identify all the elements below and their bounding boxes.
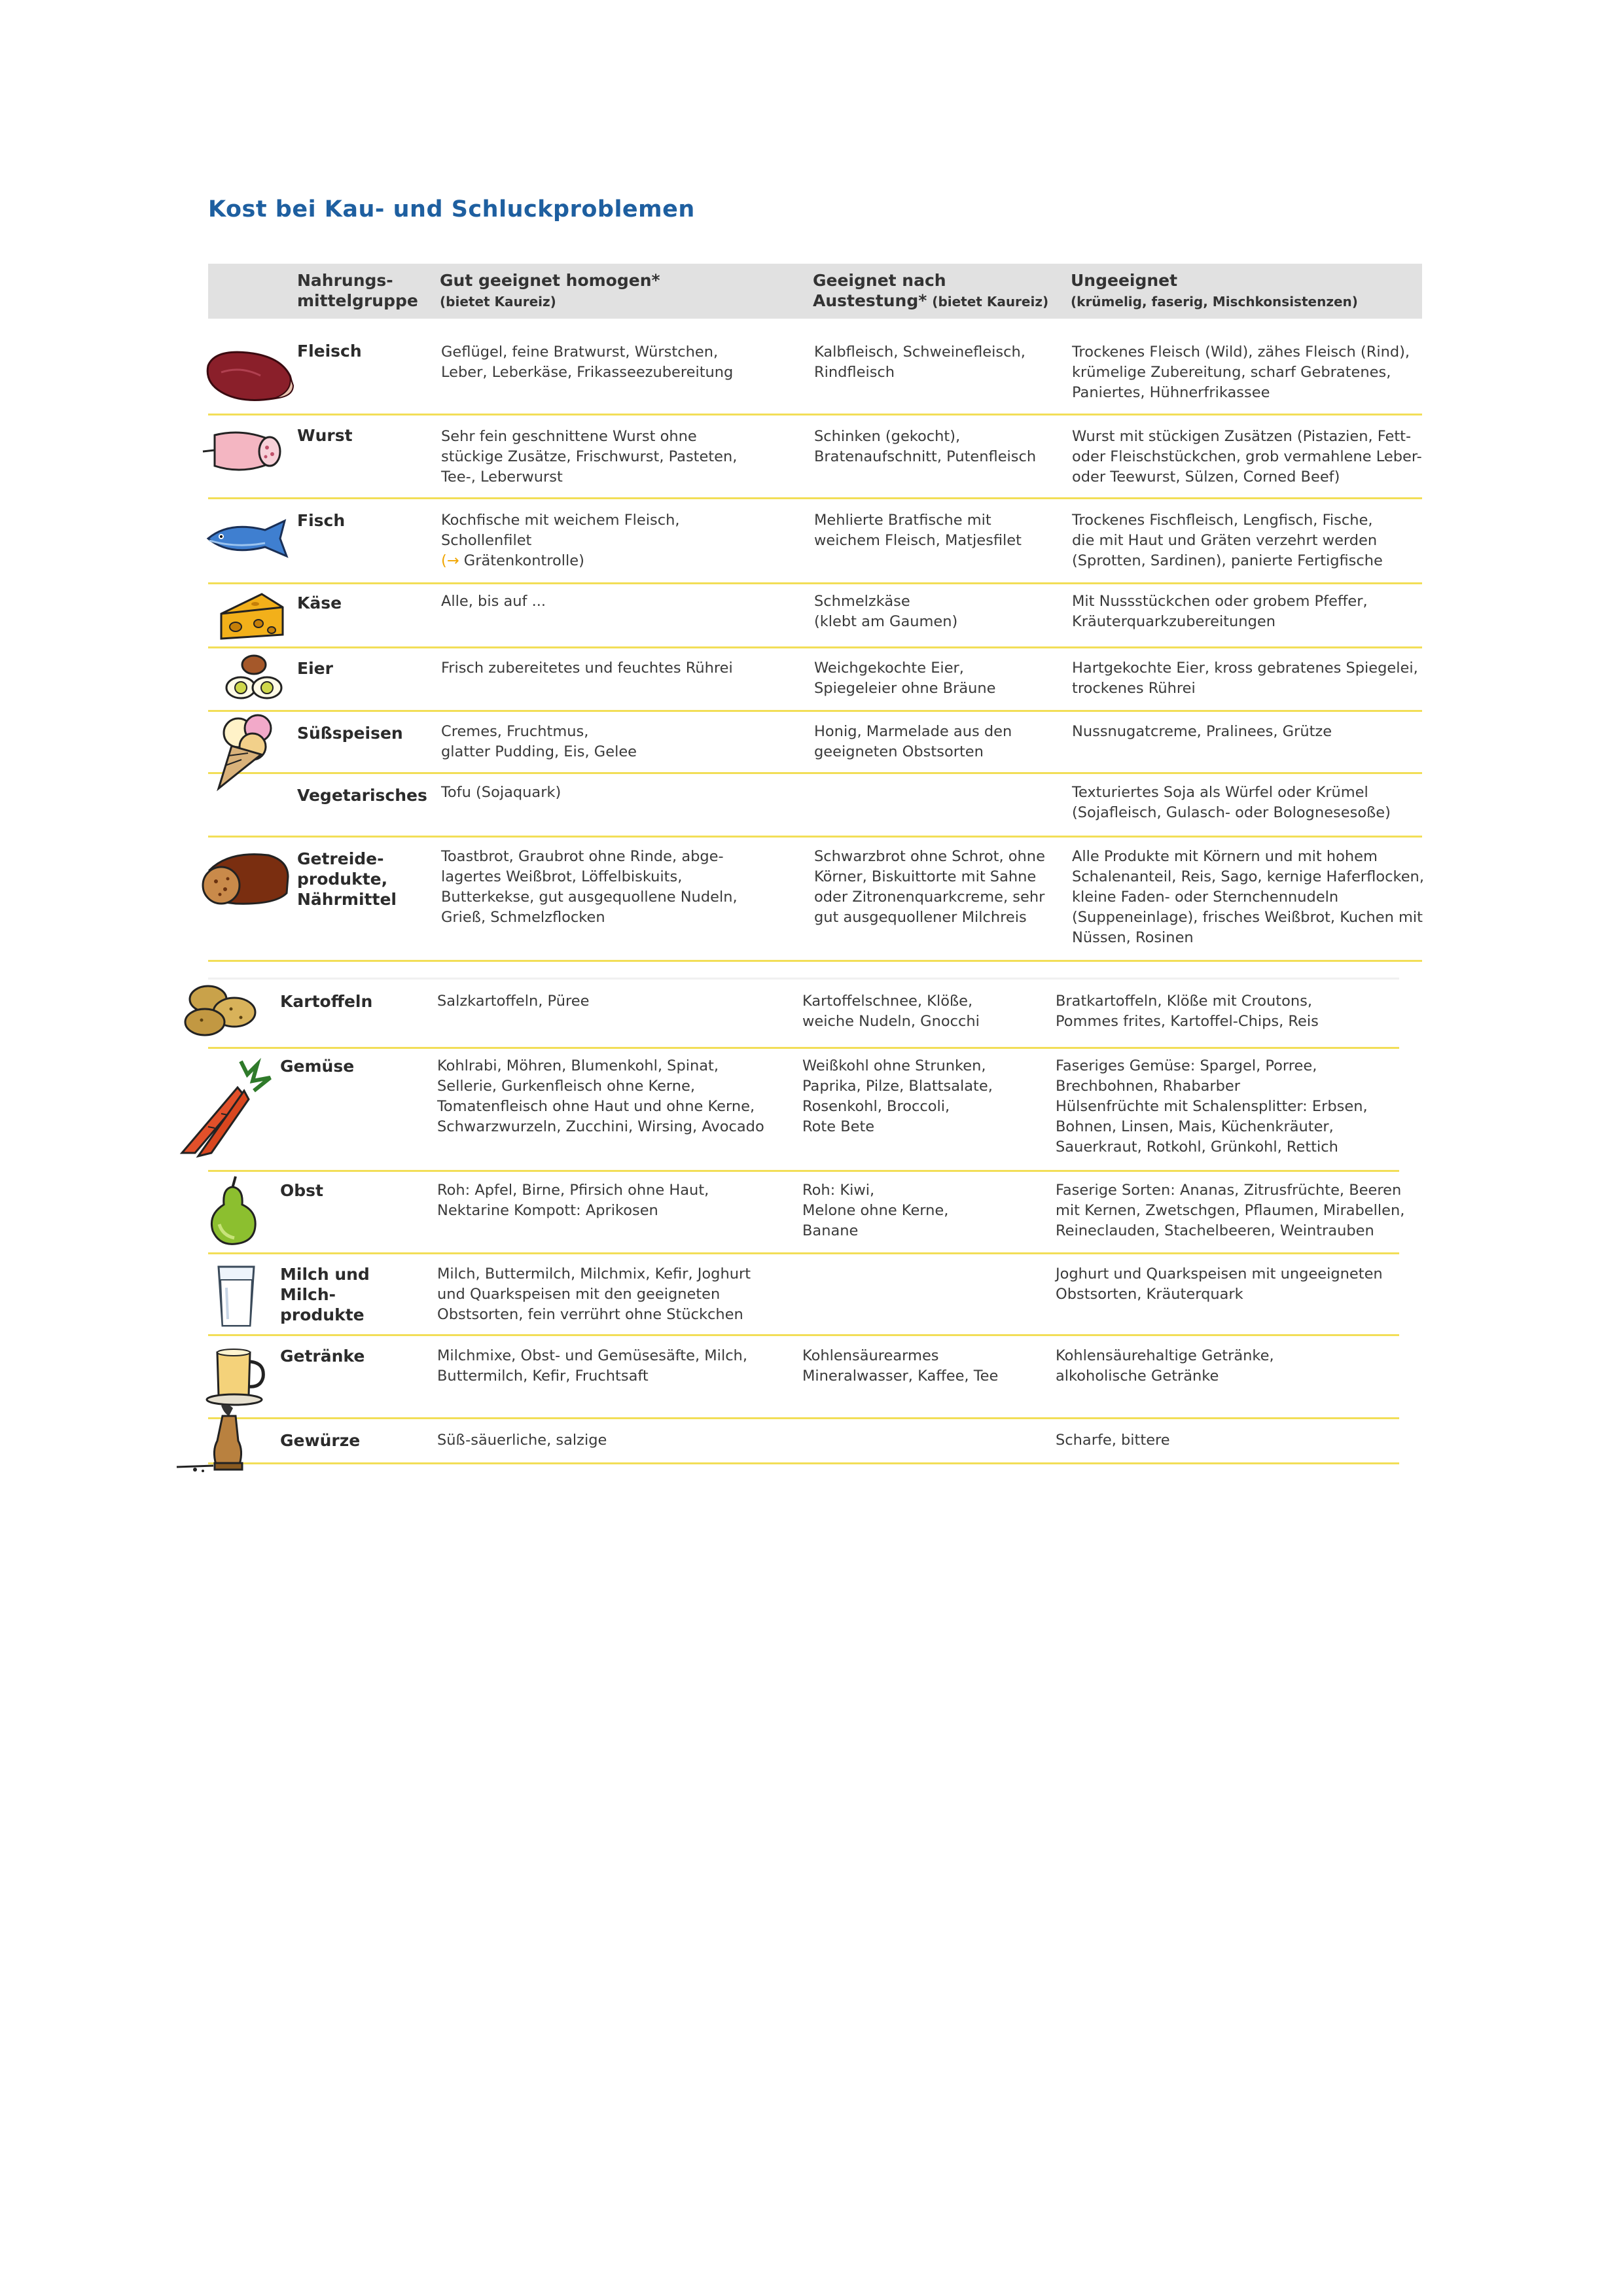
cell-line: Schwarzbrot ohne Schrot, ohne (814, 848, 1045, 865)
cell-line: gut ausgequollener Milchreis (814, 909, 1027, 926)
cell-line: geeigneten Obstsorten (814, 743, 984, 760)
cell-line: stückige Zusätze, Frischwurst, Pasteten, (441, 448, 738, 465)
row-group-line: Fisch (297, 511, 346, 530)
cell-line: Sehr fein geschnittene Wurst ohne (441, 428, 697, 445)
cell-line: Weichgekochte Eier, (814, 660, 964, 677)
milk-glass-icon (213, 1262, 259, 1330)
cell-line: Mineralwasser, Kaffee, Tee (802, 1368, 999, 1385)
cell-line: Obstsorten, fein verrührt ohne Stückchen (437, 1306, 743, 1323)
cell-good (441, 342, 733, 383)
fish-icon (203, 516, 301, 561)
cell-bad (1072, 783, 1391, 823)
row-group-line: produkte, (297, 870, 388, 889)
table-header (208, 264, 1422, 319)
cell-line: trockenes Rührei (1072, 680, 1196, 697)
cell-line: Hartgekochte Eier, kross gebratenes Spiegelei, (1072, 660, 1418, 677)
cell-line: oder Zitronenquarkcreme, sehr (814, 889, 1045, 906)
cell-line: weichem Fleisch, Matjesfilet (814, 532, 1022, 549)
cell-line: kleine Faden- oder Sternchennudeln (1072, 889, 1339, 906)
sausage-icon (202, 425, 287, 478)
cell-bad (1056, 991, 1319, 1032)
cell-line: Rote Bete (802, 1118, 875, 1135)
potato-icon (179, 980, 270, 1042)
cell-good (441, 658, 733, 679)
header-tested-line2: Austestung* (813, 291, 927, 310)
table-row-fisch (208, 497, 1422, 584)
cell-tested (814, 847, 1045, 928)
row-group-line: Eier (297, 659, 333, 678)
cell-line: Bratkartoffeln, Klöße mit Croutons, (1056, 993, 1313, 1010)
cell-line: Reineclauden, Stachelbeeren, Weintrauben (1056, 1222, 1374, 1239)
row-group (297, 785, 427, 805)
cell-bad (1072, 722, 1332, 742)
cell-line: (Sprotten, Sardinen), panierte Fertigfische (1072, 552, 1383, 569)
table-row-wurst (208, 414, 1422, 499)
cell-line: Schalenanteil, Reis, Sago, kernige Haferflocken, (1072, 868, 1424, 885)
cell-good (441, 592, 546, 612)
cell-line: Grätenkontrolle) (463, 552, 584, 569)
carrot-icon (175, 1055, 274, 1159)
row-group-line: Kartoffeln (280, 992, 373, 1011)
cell-line: Alle, bis auf ... (441, 593, 546, 610)
arrow-icon: (→ (441, 552, 459, 569)
cell-tested (814, 510, 1022, 551)
cell-line: Paniertes, Hühnerfrikassee (1072, 384, 1270, 401)
cell-good (441, 722, 637, 762)
cell-bad (1072, 658, 1418, 699)
cell-tested (802, 991, 980, 1032)
row-group (280, 1346, 365, 1366)
header-good-line1: Gut geeignet homogen* (440, 271, 660, 290)
cell-good (437, 1180, 709, 1221)
row-group-line: Milch- (280, 1285, 336, 1304)
cell-line: mit Kernen, Zwetschgen, Pflaumen, Mirabellen, (1056, 1202, 1405, 1219)
row-group (280, 1430, 360, 1451)
cell-line: Weißkohl ohne Strunken, (802, 1057, 986, 1074)
cell-good (441, 847, 738, 928)
header-bad-line2: (krümelig, faserig, Mischkonsistenzen) (1071, 294, 1358, 309)
cell-line: Salzkartoffeln, Püree (437, 993, 590, 1010)
row-group-line: Süßspeisen (297, 724, 403, 743)
cell-line: Frisch zubereitetes und feuchtes Rührei (441, 660, 733, 677)
cell-line: Rosenkohl, Broccoli, (802, 1098, 950, 1115)
cell-line: krümelige Zubereitung, scharf Gebratenes, (1072, 364, 1391, 381)
cell-good (437, 1264, 751, 1325)
cell-line: Nüssen, Rosinen (1072, 929, 1194, 946)
cell-line: Schwarzwurzeln, Zucchini, Wirsing, Avocado (437, 1118, 764, 1135)
row-group (280, 1180, 323, 1201)
cell-line: Rindfleisch (814, 364, 895, 381)
cell-line: Banane (802, 1222, 859, 1239)
cell-line: Kohlensäurearmes (802, 1347, 939, 1364)
header-tested (813, 270, 1048, 312)
row-group (297, 341, 362, 361)
row-group (297, 425, 353, 446)
cell-bad (1072, 427, 1422, 487)
table-row-eier (208, 646, 1422, 712)
mug-icon (203, 1343, 268, 1409)
cell-line: Sellerie, Gurkenfleisch ohne Kerne, (437, 1078, 696, 1095)
cell-bad (1056, 1430, 1170, 1451)
cell-line: Milch, Buttermilch, Milchmix, Kefir, Joghurt (437, 1265, 751, 1282)
cell-line: lagertes Weißbrot, Löffelbiskuits, (441, 868, 683, 885)
bread-icon (196, 847, 294, 910)
cell-line: Kohlensäurehaltige Getränke, (1056, 1347, 1274, 1364)
header-tested-line2-note: (bietet Kaureiz) (932, 294, 1049, 309)
row-group-line: Gewürze (280, 1431, 361, 1450)
row-group-line: Fleisch (297, 342, 362, 361)
row-group-line: produkte (280, 1305, 365, 1324)
cell-line: Sauerkraut, Rotkohl, Grünkohl, Rettich (1056, 1139, 1338, 1156)
row-group (297, 658, 333, 679)
cell-line: Honig, Marmelade aus den (814, 723, 1012, 740)
header-group-line2: mittelgruppe (297, 291, 418, 310)
cell-line: Buttermilch, Kefir, Fruchtsaft (437, 1368, 649, 1385)
table-row-kaese (208, 582, 1422, 648)
cell-bad (1056, 1264, 1383, 1305)
cell-line: Kräuterquarkzubereitungen (1072, 613, 1275, 630)
cell-line: Joghurt und Quarkspeisen mit ungeeigneten (1056, 1265, 1383, 1282)
cell-tested (814, 342, 1026, 383)
cell-line: Trockenes Fischfleisch, Lengfisch, Fische, (1072, 512, 1373, 529)
pepper-mill-icon (175, 1402, 260, 1474)
table-row-gewuerze (208, 1417, 1399, 1464)
cell-line: Tee-, Leberwurst (441, 468, 563, 486)
cell-line: Körner, Biskuittorte mit Sahne (814, 868, 1037, 885)
header-group (297, 270, 418, 311)
cell-line: Hülsenfrüchte mit Schalensplitter: Erbsen, (1056, 1098, 1368, 1115)
cell-good (437, 991, 589, 1012)
cell-good (437, 1056, 764, 1137)
table-row-getraenke (208, 1334, 1399, 1419)
meat-icon (202, 346, 300, 405)
row-group (297, 510, 345, 531)
cell-line: Spiegeleier ohne Bräune (814, 680, 996, 697)
cell-line: Butterkekse, gut ausgequollene Nudeln, (441, 889, 738, 906)
cell-line: Grieß, Schmelzflocken (441, 909, 605, 926)
cell-good (437, 1346, 747, 1386)
cell-bad (1072, 510, 1383, 571)
cell-line: Kartoffelschnee, Klöße, (802, 993, 973, 1010)
cell-tested (802, 1056, 993, 1137)
cell-bad (1056, 1346, 1274, 1386)
table-row-vegetarisches (208, 772, 1422, 838)
cell-tested (802, 1346, 998, 1386)
table-row-kartoffeln (208, 980, 1399, 1049)
cell-line: Obstsorten, Kräuterquark (1056, 1286, 1243, 1303)
header-bad (1071, 270, 1358, 312)
header-bad-line1: Ungeeignet (1071, 271, 1178, 290)
cell-bad (1056, 1056, 1368, 1157)
cell-line: Geflügel, feine Bratwurst, Würstchen, (441, 344, 719, 361)
header-good (440, 270, 660, 312)
cell-line: Kohlrabi, Möhren, Blumenkohl, Spinat, (437, 1057, 719, 1074)
cell-line: Wurst mit stückigen Zusätzen (Pistazien, Fett- (1072, 428, 1412, 445)
cell-tested (814, 722, 1012, 762)
row-group (280, 1056, 354, 1076)
row-group (280, 991, 372, 1012)
row-group-line: Vegetarisches (297, 786, 427, 805)
cell-line: Bohnen, Linsen, Mais, Küchenkräuter, (1056, 1118, 1334, 1135)
cell-line: Texturiertes Soja als Würfel oder Krümel (1072, 784, 1368, 801)
cell-good (441, 783, 561, 803)
cell-line: Paprika, Pilze, Blattsalate, (802, 1078, 993, 1095)
cell-line: oder Teewurst, Sülzen, Corned Beef) (1072, 468, 1340, 486)
cell-line: alkoholische Getränke (1056, 1368, 1219, 1385)
cell-line: Roh: Kiwi, (802, 1182, 875, 1199)
cell-line: Tofu (Sojaquark) (441, 784, 562, 801)
cell-line: Schinken (gekocht), (814, 428, 961, 445)
row-group (297, 849, 397, 910)
cell-line: weiche Nudeln, Gnocchi (802, 1013, 980, 1030)
cell-line: Kalbfleisch, Schweinefleisch, (814, 344, 1026, 361)
cell-line: oder Fleischstückchen, grob vermahlene Leber- (1072, 448, 1422, 465)
row-group-line: Käse (297, 593, 342, 612)
cell-line: und Quarkspeisen mit den geeigneten (437, 1286, 721, 1303)
cell-line: Leber, Leberkäse, Frikasseezubereitung (441, 364, 734, 381)
table-row-gemuese (208, 1047, 1399, 1172)
cell-line: Schmelzkäse (814, 593, 910, 610)
table-row-fleisch (208, 319, 1422, 415)
cell-line: Melone ohne Kerne, (802, 1202, 949, 1219)
row-group (297, 593, 342, 613)
row-group-line: Getreide- (297, 849, 384, 868)
row-group-line: Getränke (280, 1347, 365, 1366)
cell-line: Brechbohnen, Rhabarber (1056, 1078, 1241, 1095)
table-row-suessspeisen (208, 710, 1422, 774)
row-group-line: Obst (280, 1181, 323, 1200)
row-group-line: Wurst (297, 426, 353, 445)
row-group-line: Milch und (280, 1265, 370, 1284)
cell-tested (814, 427, 1036, 467)
cell-line: (klebt am Gaumen) (814, 613, 958, 630)
cell-bad (1072, 592, 1368, 632)
cell-line: Mehlierte Bratfische mit (814, 512, 991, 529)
pear-icon (203, 1175, 262, 1247)
cell-bad (1072, 847, 1424, 948)
cell-line: Trockenes Fleisch (Wild), zähes Fleisch (Rind), (1072, 344, 1410, 361)
cell-bad (1072, 342, 1410, 403)
cell-tested (802, 1180, 948, 1241)
cell-line: Milchmixe, Obst- und Gemüsesäfte, Milch, (437, 1347, 747, 1364)
row-group-line: Nährmittel (297, 890, 397, 909)
cell-line: Süß-säuerliche, salzige (437, 1432, 607, 1449)
cell-line: glatter Pudding, Eis, Gelee (441, 743, 637, 760)
cell-bad (1056, 1180, 1404, 1241)
cell-tested (814, 658, 996, 699)
page-title: Kost bei Kau- und Schluckproblemen (208, 196, 695, 222)
cell-tested (814, 592, 957, 632)
cell-line: Toastbrot, Graubrot ohne Rinde, abge- (441, 848, 724, 865)
cell-line: Mit Nussstückchen oder grobem Pfeffer, (1072, 593, 1368, 610)
cell-good (441, 510, 680, 571)
cheese-icon (216, 588, 288, 643)
cell-line: Cremes, Fruchtmus, (441, 723, 589, 740)
cell-line: Faseriges Gemüse: Spargel, Porree, (1056, 1057, 1317, 1074)
cell-line: Scharfe, bittere (1056, 1432, 1170, 1449)
cell-line: Kochfische mit weichem Fleisch, (441, 512, 680, 529)
cell-line: Nussnugatcreme, Pralinees, Grütze (1072, 723, 1332, 740)
cell-line: (Suppeneinlage), frisches Weißbrot, Kuchen mit (1072, 909, 1423, 926)
table-row-milch (208, 1252, 1399, 1336)
row-group (297, 723, 403, 743)
cell-line: Roh: Apfel, Birne, Pfirsich ohne Haut, (437, 1182, 709, 1199)
cell-line: Faserige Sorten: Ananas, Zitrusfrüchte, Beeren (1056, 1182, 1402, 1199)
cell-line: Pommes frites, Kartoffel-Chips, Reis (1056, 1013, 1319, 1030)
cell-line: (Sojafleisch, Gulasch- oder Bolognesesoße) (1072, 804, 1391, 821)
header-group-line1: Nahrungs- (297, 271, 393, 290)
cell-line: Schollenfilet (441, 532, 532, 549)
cell-good (437, 1430, 607, 1451)
header-tested-line1: Geeignet nach (813, 271, 946, 290)
cell-good (441, 427, 737, 487)
cell-line: Alle Produkte mit Körnern und mit hohem (1072, 848, 1378, 865)
cell-line: Tomatenfleisch ohne Haut und ohne Kerne, (437, 1098, 755, 1115)
cell-line: die mit Haut und Gräten verzehrt werden (1072, 532, 1378, 549)
table-row-getreide (208, 836, 1422, 962)
egg-icon (221, 652, 287, 704)
row-group (280, 1264, 370, 1325)
cell-line: Nektarine Kompott: Aprikosen (437, 1202, 658, 1219)
header-good-line2: (bietet Kaureiz) (440, 294, 556, 309)
row-group-line: Gemüse (280, 1057, 355, 1076)
table-row-obst (208, 1170, 1405, 1254)
cell-line: Bratenaufschnitt, Putenfleisch (814, 448, 1037, 465)
